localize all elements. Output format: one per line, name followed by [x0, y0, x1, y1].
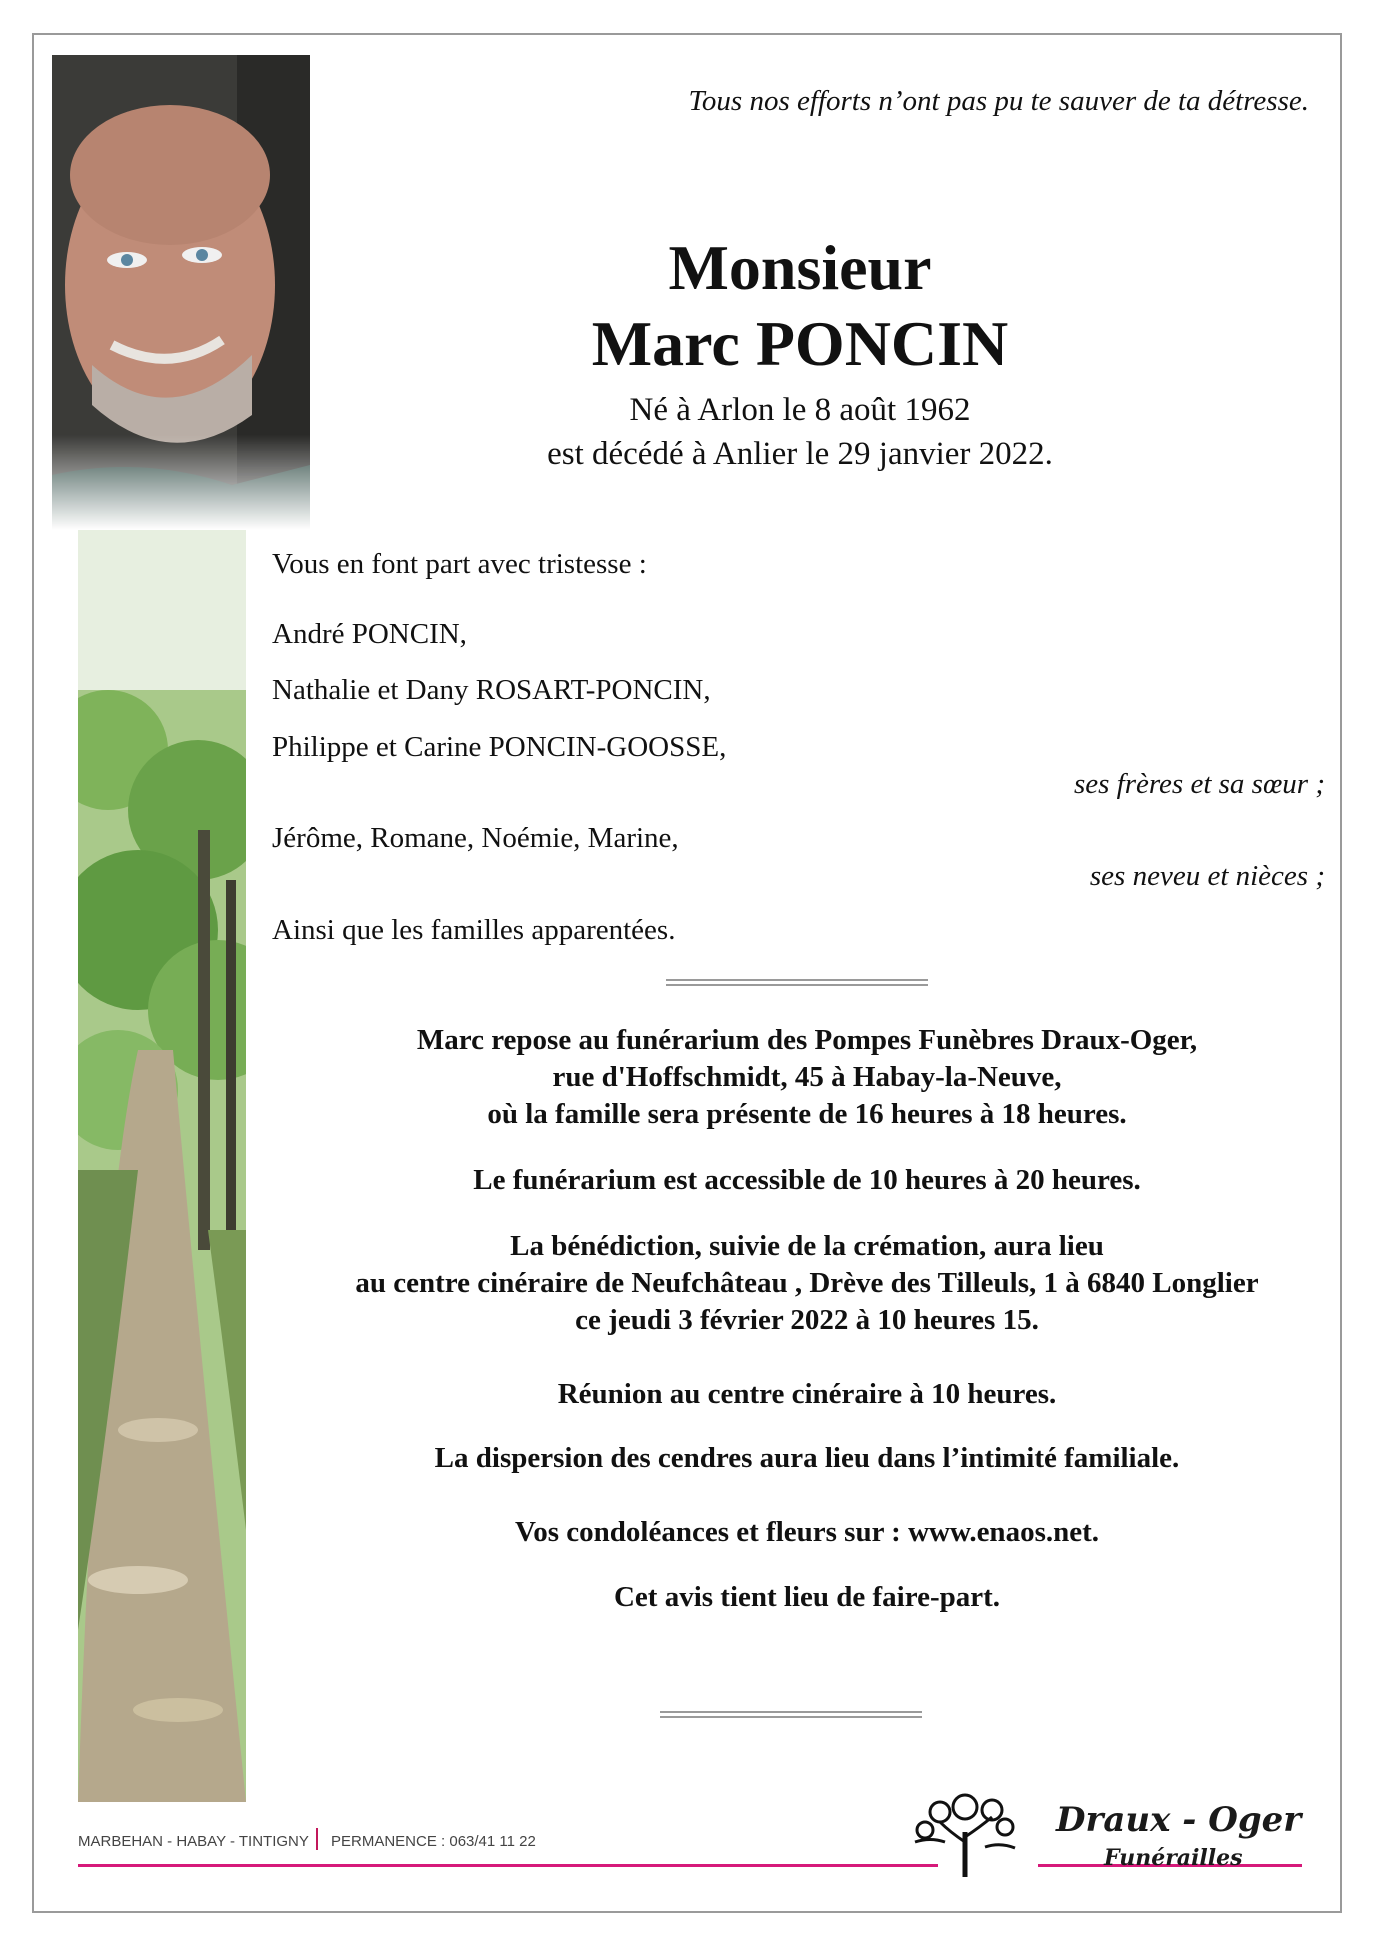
divider-bottom	[660, 1711, 922, 1718]
nephews-list: Jérôme, Romane, Noémie, Marine,	[272, 822, 679, 854]
footer-separator	[316, 1828, 318, 1850]
deceased-name: Marc PONCIN	[591, 308, 1009, 379]
condolences-line: Vos condoléances et fleurs sur : www.enaos.net.	[514, 1516, 1100, 1548]
ceremony-line: ce jeudi 3 février 2022 à 10 heures 15.	[575, 1304, 1039, 1336]
ceremony-line: au centre cinéraire de Neufchâteau , Drève des Tilleuls, 1 à 6840 Longlier	[355, 1267, 1259, 1299]
funerarium-hours: Le funérarium est accessible de 10 heures à 20 heures.	[473, 1164, 1141, 1196]
brand-subtitle: Funérailles	[1104, 1845, 1243, 1871]
death-line: est décédé à Anlier le 29 janvier 2022.	[547, 436, 1053, 472]
dispersion-line: La dispersion des cendres aura lieu dans l’intimité familiale.	[434, 1442, 1180, 1474]
ceremony-line: La bénédiction, suivie de la crémation, aura lieu	[510, 1230, 1104, 1262]
rest-location-line: où la famille sera présente de 16 heures à 18 heures.	[487, 1098, 1127, 1130]
family-member: André PONCIN,	[272, 618, 467, 650]
portrait-photo	[52, 55, 310, 530]
footer-permanence: PERMANENCE : 063/41 11 22	[331, 1833, 536, 1850]
forest-path-image	[78, 530, 246, 1802]
nephews-relation: ses neveu et nièces ;	[1089, 860, 1325, 892]
footer-locations: MARBEHAN - HABAY - TINTIGNY	[78, 1833, 309, 1850]
closing-line: Ainsi que les familles apparentées.	[272, 914, 676, 946]
family-relation: ses frères et sa sœur ;	[1073, 768, 1325, 800]
epigraph: Tous nos efforts n’ont pas pu te sauver de ta détresse.	[688, 85, 1309, 117]
meeting-line: Réunion au centre cinéraire à 10 heures.	[557, 1378, 1057, 1410]
family-member: Nathalie et Dany ROSART-PONCIN,	[272, 674, 711, 706]
announcement-intro: Vous en font part avec tristesse :	[272, 548, 647, 580]
tree-logo-icon	[910, 1792, 1020, 1877]
birth-line: Né à Arlon le 8 août 1962	[629, 392, 971, 428]
notice-line: Cet avis tient lieu de faire-part.	[613, 1581, 1001, 1613]
footer-accent-line	[78, 1864, 938, 1867]
rest-location-line: rue d'Hoffschmidt, 45 à Habay-la-Neuve,	[552, 1061, 1062, 1093]
brand-name: Draux - Oger	[1056, 1800, 1302, 1840]
family-member: Philippe et Carine PONCIN-GOOSSE,	[272, 731, 727, 763]
honorific: Monsieur	[668, 232, 932, 303]
rest-location-line: Marc repose au funérarium des Pompes Funèbres Draux-Oger,	[416, 1024, 1198, 1056]
divider-top	[666, 979, 928, 986]
